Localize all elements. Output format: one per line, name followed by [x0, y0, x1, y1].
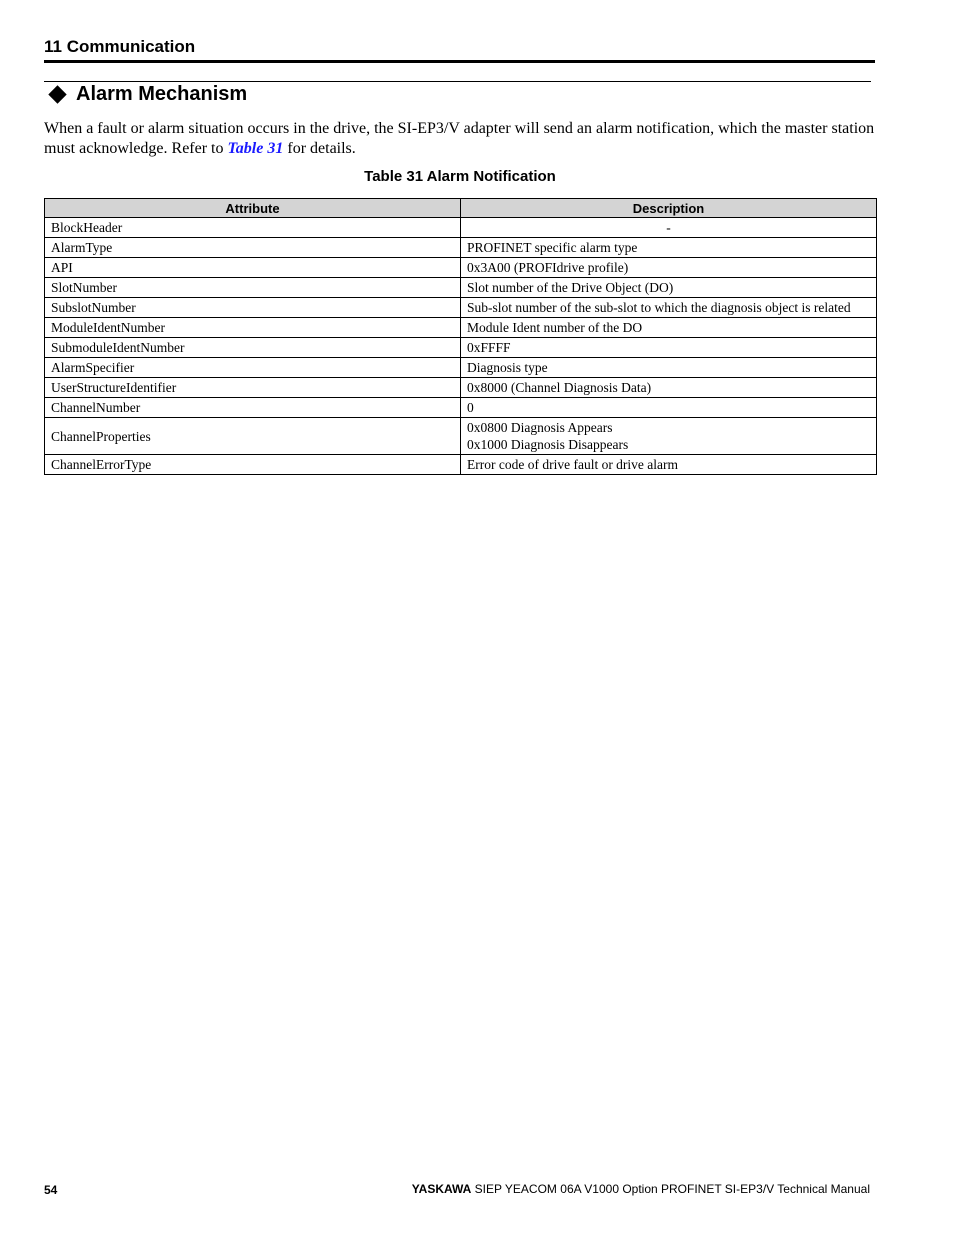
section-title	[48, 83, 247, 106]
body-paragraph	[44, 119, 876, 159]
description-cell: Error code of drive fault or drive alarm	[461, 455, 877, 475]
description-cell: 0x0800 Diagnosis Appears 0x1000 Diagnosis Disappears	[461, 418, 877, 455]
attribute-cell: ChannelNumber	[45, 398, 461, 418]
attribute-cell: BlockHeader	[45, 218, 461, 238]
description-cell: Diagnosis type	[461, 358, 877, 378]
table-row	[45, 398, 877, 418]
footer-title-text: SIEP YEACOM 06A V1000 Option PROFINET SI-EP3/V Technical Manual	[471, 1182, 870, 1196]
description-cell: 0	[461, 398, 877, 418]
description-cell: 0x3A00 (PROFIdrive profile)	[461, 258, 877, 278]
attribute-cell: SubmoduleIdentNumber	[45, 338, 461, 358]
column-header-description: Description	[461, 199, 877, 218]
description-cell: 0x8000 (Channel Diagnosis Data)	[461, 378, 877, 398]
table-row	[45, 218, 877, 238]
description-cell: -	[461, 218, 877, 238]
description-cell: 0xFFFF	[461, 338, 877, 358]
attribute-cell: UserStructureIdentifier	[45, 378, 461, 398]
chapter-header: 11 Communication	[44, 37, 196, 56]
description-cell: Slot number of the Drive Object (DO)	[461, 278, 877, 298]
table-reference-link[interactable]: Table 31	[227, 140, 284, 157]
description-cell: Sub-slot number of the sub-slot to which the diagnosis object is related	[461, 298, 877, 318]
table-row	[45, 378, 877, 398]
table-caption: Table 31 Alarm Notification	[364, 168, 556, 185]
attribute-cell: ModuleIdentNumber	[45, 318, 461, 338]
column-header-attribute: Attribute	[45, 199, 461, 218]
table-row	[45, 338, 877, 358]
attribute-cell: ChannelProperties	[45, 418, 461, 455]
header-rule	[44, 60, 875, 63]
table-row	[45, 278, 877, 298]
paragraph-text-before: When a fault or alarm situation occurs in the drive, the SI-EP3/V adapter will send an alarm notification, which the master station must acknowledge. Refer to	[44, 120, 875, 157]
table-row	[45, 358, 877, 378]
page-number: 54	[44, 1183, 58, 1197]
section-title-text: Alarm Mechanism	[76, 83, 248, 105]
table-row	[45, 238, 877, 258]
table-header-row	[45, 199, 877, 218]
table-row	[45, 318, 877, 338]
table-row	[45, 298, 877, 318]
attribute-cell: SubslotNumber	[45, 298, 461, 318]
diamond-bullet-icon	[48, 85, 66, 103]
footer-manual-title	[412, 1182, 870, 1196]
table-row	[45, 258, 877, 278]
attribute-cell: AlarmType	[45, 238, 461, 258]
attribute-cell: ChannelErrorType	[45, 455, 461, 475]
table-row	[45, 455, 877, 475]
attribute-cell: AlarmSpecifier	[45, 358, 461, 378]
table-row	[45, 418, 877, 455]
section-rule	[44, 81, 871, 82]
table-body	[45, 218, 877, 475]
description-cell: PROFINET specific alarm type	[461, 238, 877, 258]
attribute-cell: API	[45, 258, 461, 278]
alarm-notification-table	[44, 198, 877, 475]
paragraph-text-after: for details.	[283, 140, 356, 157]
footer-brand: YASKAWA	[411, 1182, 472, 1196]
attribute-cell: SlotNumber	[45, 278, 461, 298]
description-cell: Module Ident number of the DO	[461, 318, 877, 338]
